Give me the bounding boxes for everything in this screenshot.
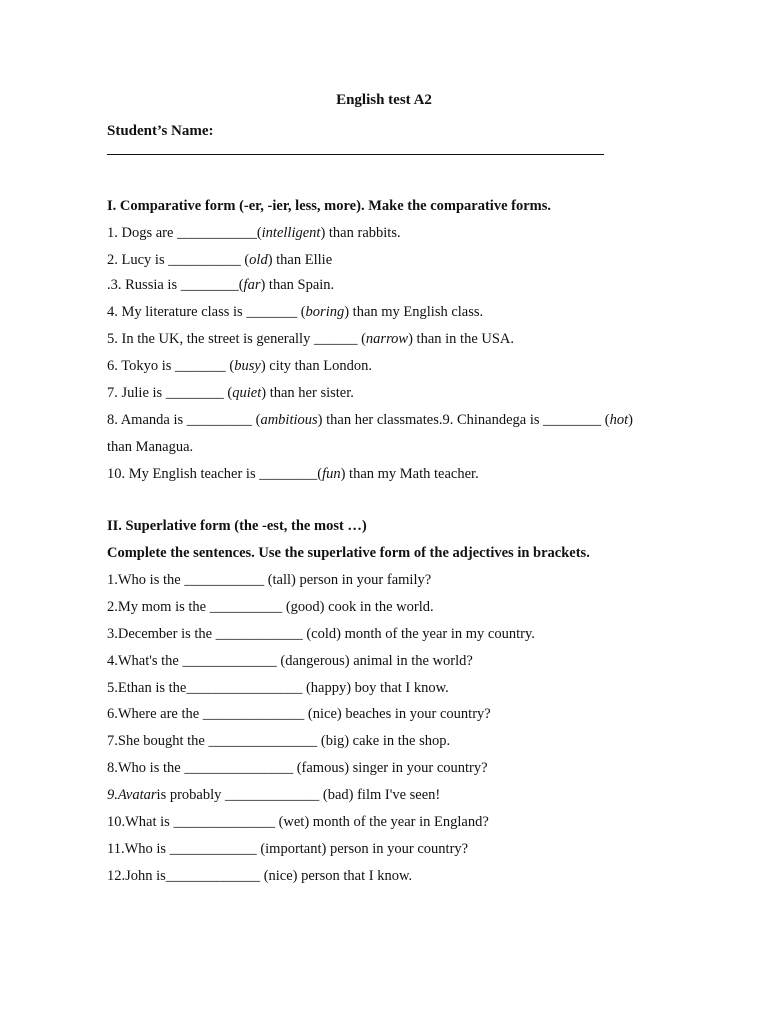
item-adjective: far [243,277,261,293]
item-text: ) than Ellie [267,252,333,268]
comparative-item-2 [107,252,332,269]
item-text: is probably _____________ (bad) film I've seen! [156,787,441,803]
item-text: ) than my Math teacher. [340,466,479,482]
item-adjective: quiet [232,385,262,401]
comparative-item-3 [107,277,334,294]
comparative-item-10 [107,466,479,483]
item-text: 7. Julie is ________ ( [107,385,233,401]
section2-instruction: Complete the sentences. Use the superlative form of the adjectives in brackets. [107,545,590,561]
superlative-item-3: 3.December is the ____________ (cold) month of the year in my country. [107,626,535,642]
section1-heading: I. Comparative form (-er, -ier, less, more). Make the comparative forms. [107,198,551,214]
item-text: 5. In the UK, the street is generally ______ ( [107,331,366,347]
comparative-item-4 [107,304,483,321]
item-text: ) than her sister. [261,385,354,401]
superlative-item-11: 11.Who is ____________ (important) person in your country? [107,841,469,857]
student-name-line [107,154,604,155]
comparative-item-8 [107,412,633,429]
item-text: ) [628,412,633,428]
section2-heading: II. Superlative form (the -est, the most …) [107,518,367,534]
item-text: ) than rabbits. [320,225,401,241]
item-text: ) than Spain. [260,277,335,293]
item-text: .3. Russia is ________( [107,277,244,293]
item-text: 10. My English teacher is ________( [107,466,323,482]
item-text: ) than in the USA. [408,331,515,347]
comparative-item-6 [107,358,372,375]
superlative-item-7: 7.She bought the _______________ (big) cake in the shop. [107,733,451,749]
superlative-item-12: 12.John is_____________ (nice) person that I know. [107,868,413,884]
comparative-item-7 [107,385,354,402]
comparative-item-1 [107,225,401,242]
superlative-item-2: 2.My mom is the __________ (good) cook in the world. [107,599,434,615]
superlative-item-5: 5.Ethan is the________________ (happy) boy that I know. [107,680,449,696]
superlative-item-10: 10.What is ______________ (wet) month of the year in England? [107,814,489,830]
superlative-item-6: 6.Where are the ______________ (nice) beaches in your country? [107,706,491,722]
superlative-item-8: 8.Who is the _______________ (famous) singer in your country? [107,760,488,776]
comparative-item-5 [107,331,514,348]
item-adjective: busy [234,358,261,374]
superlative-item-9 [107,787,440,804]
item-text: than Managua. [107,439,194,455]
item-text: 6. Tokyo is _______ ( [107,358,235,374]
student-name-label: Student’s Name: [107,123,214,139]
item-text: ) than her classmates.9. Chinandega is ________ ( [317,412,610,428]
item-adjective: hot [609,412,629,428]
item-text: ) than my English class. [344,304,484,320]
item-text: 8. Amanda is _________ ( [107,412,261,428]
item-text: 1. Dogs are ___________( [107,225,262,241]
item-title: 9.Avatar [107,787,157,803]
item-adjective: boring [305,304,345,320]
comparative-item-9-continuation [107,439,193,456]
superlative-item-1: 1.Who is the ___________ (tall) person in your family? [107,572,432,588]
superlative-item-4: 4.What's the _____________ (dangerous) animal in the world? [107,653,473,669]
item-text: ) city than London. [260,358,372,374]
item-adjective: intelligent [261,225,321,241]
item-adjective: narrow [365,331,409,347]
item-adjective: fun [322,466,341,482]
item-text: 4. My literature class is _______ ( [107,304,306,320]
item-adjective: old [249,252,268,268]
item-text: 2. Lucy is __________ ( [107,252,250,268]
page-title: English test A2 [336,92,432,108]
item-adjective: ambitious [260,412,318,428]
